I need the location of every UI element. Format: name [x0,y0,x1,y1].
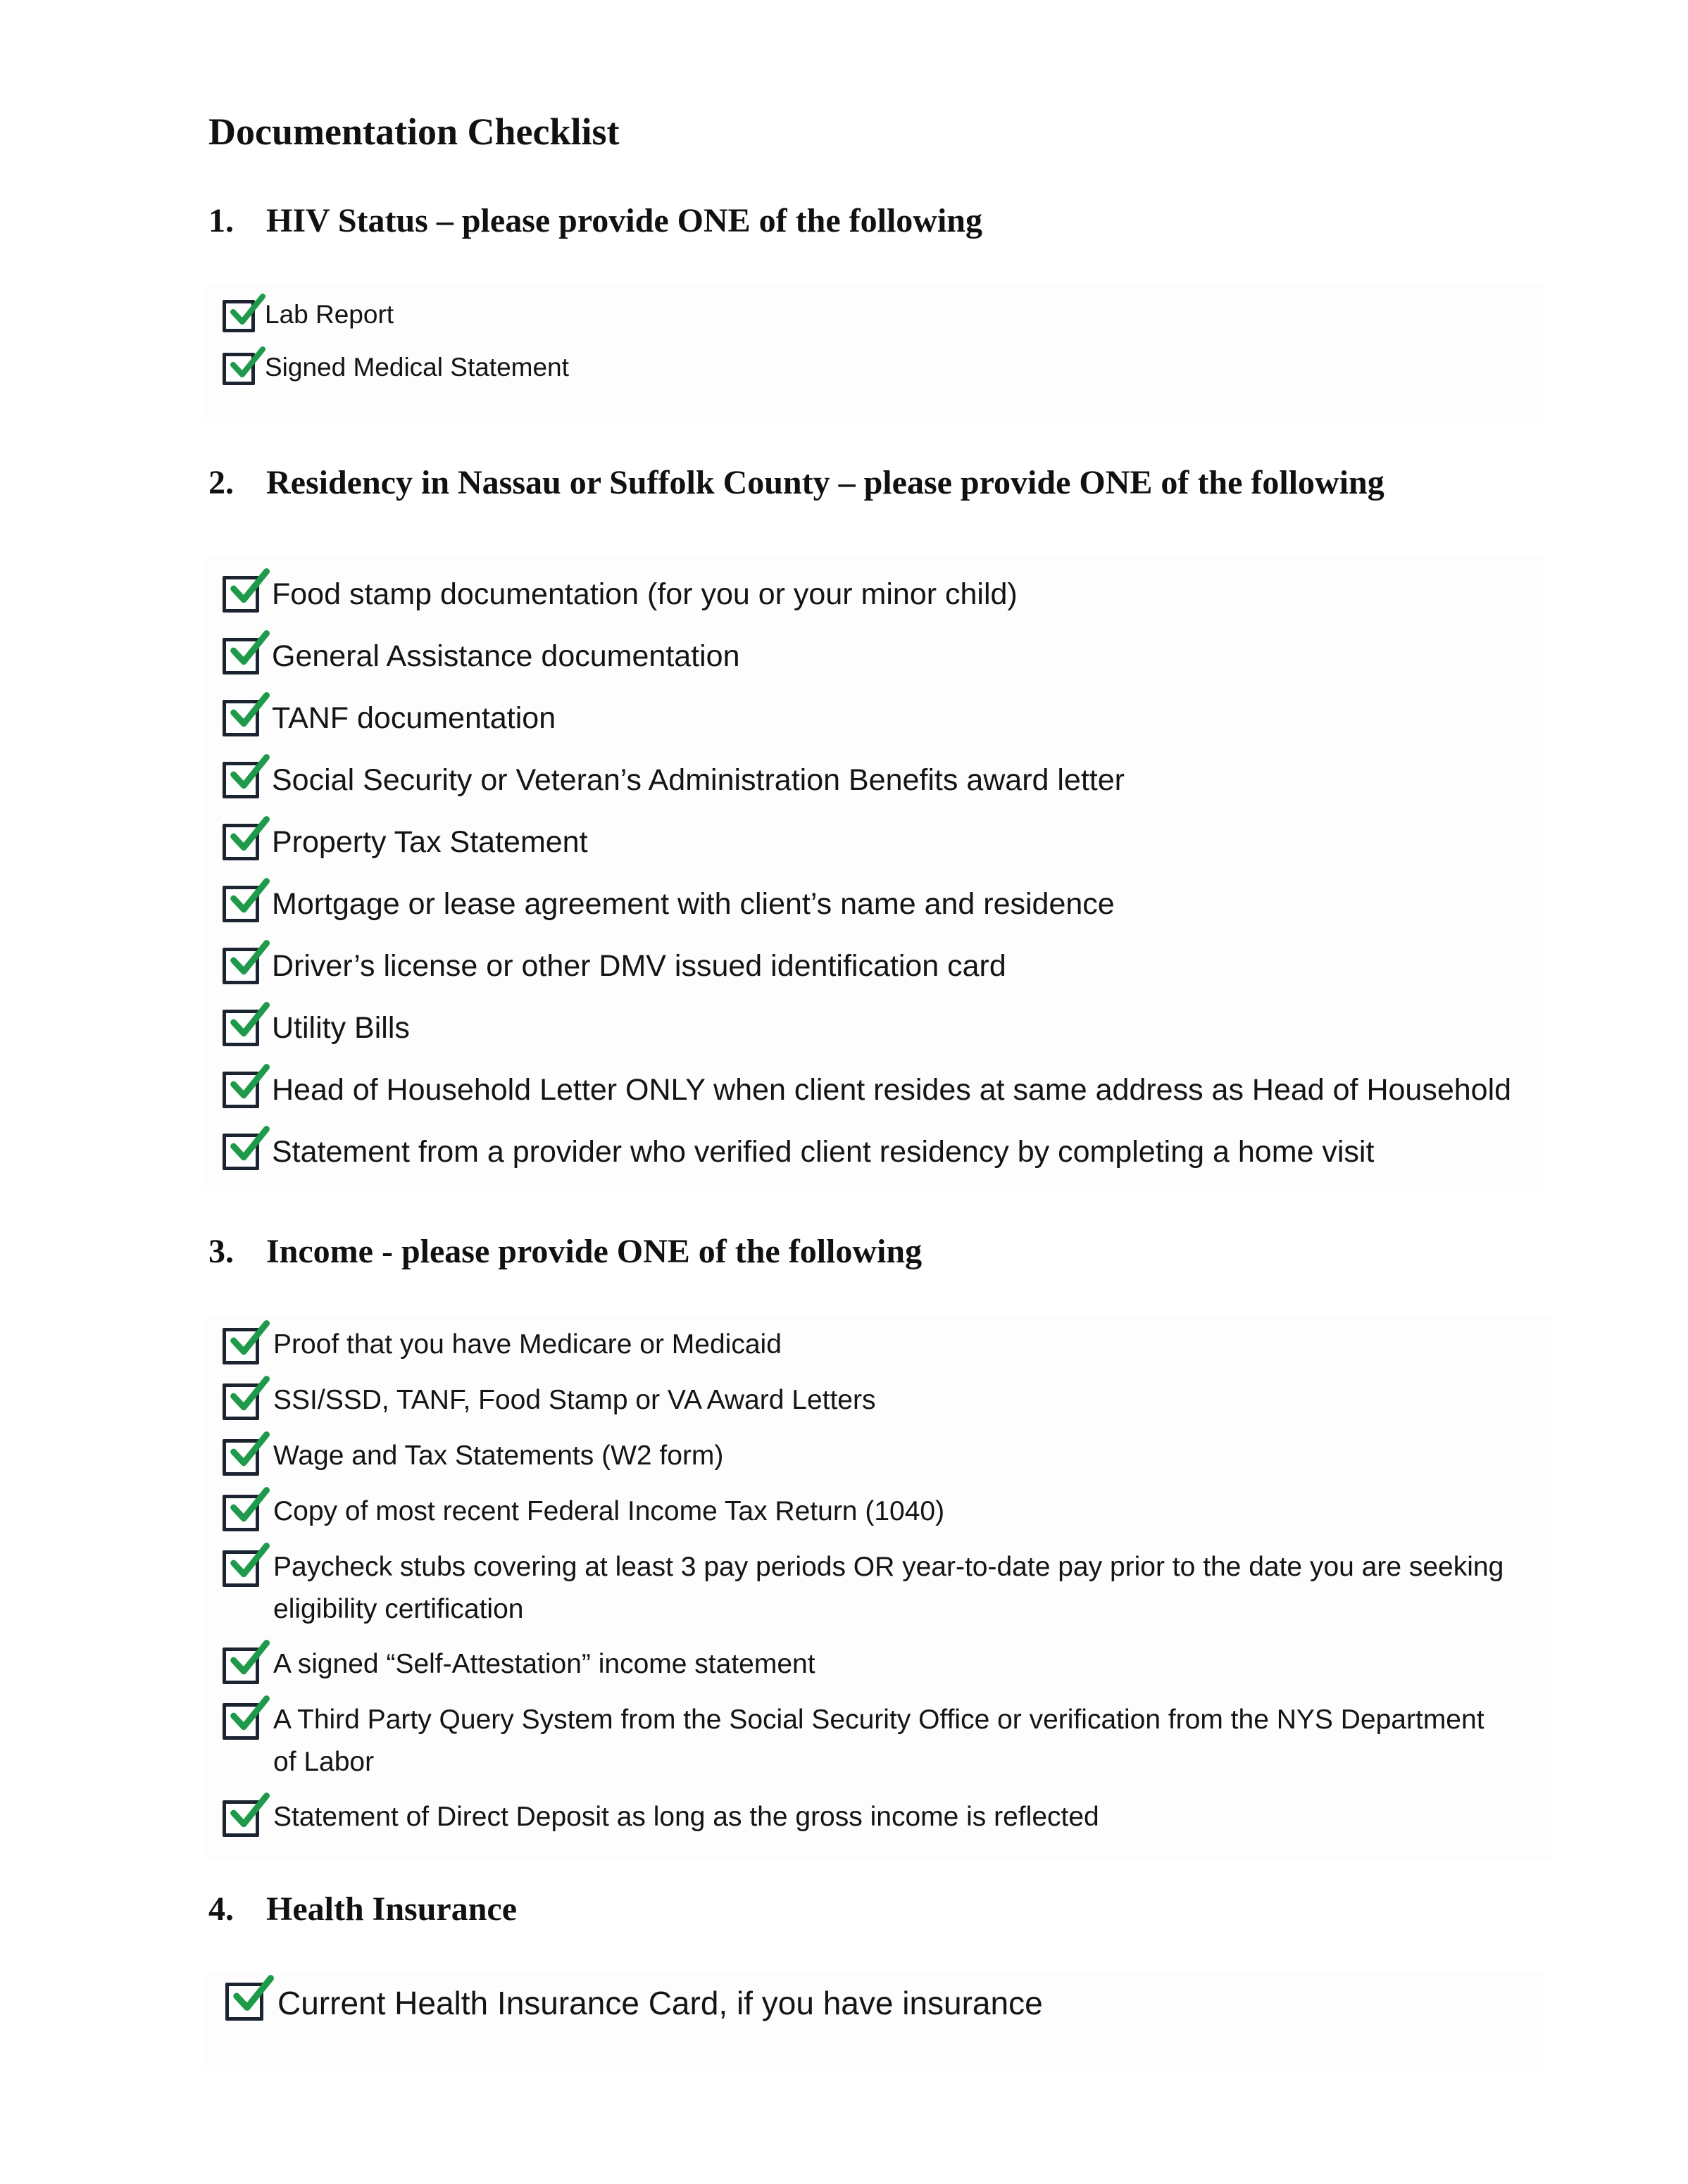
checklist-item [223,1324,782,1363]
section-title: Income - please provide ONE of the following [266,1233,923,1270]
checkbox-checked-icon[interactable] [223,1495,259,1531]
checkbox-checked-icon[interactable] [223,638,259,674]
checklist-item-label: Paycheck stubs covering at least 3 pay periods OR year-to-date pay prior to the date you are seeking eligibility certification [273,1552,1504,1624]
checkbox-checked-icon[interactable] [223,1072,259,1108]
checkbox-checked-icon[interactable] [223,353,255,385]
check-mark-icon [229,940,270,979]
checklist-item [223,701,556,743]
checklist-item-label: Statement from a provider who verified client residency by completing a home visit [272,1135,1375,1169]
check-mark-icon [229,1320,270,1360]
checklist-item-label: Utility Bills [272,1011,410,1045]
checkbox-checked-icon[interactable] [223,824,259,860]
checkbox-checked-icon[interactable] [223,300,255,332]
checklist-item [223,1490,944,1530]
checklist-item [223,1699,1513,1777]
section-number: 4. [208,1890,234,1928]
checkbox-checked-icon[interactable] [223,1648,259,1684]
checklist-item [223,300,394,335]
section-number: 1. [208,202,234,239]
section-heading-health-insurance [208,1890,518,1928]
checklist-item [223,1073,1511,1115]
checkbox-checked-icon[interactable] [225,1983,263,2021]
check-mark-icon [229,1376,270,1415]
checklist-item-label: A Third Party Query System from the Social Security Office or verification from the NYS Department of Labor [273,1705,1484,1777]
checklist-item-label: General Assistance documentation [272,639,740,673]
checklist-item-label: A signed “Self-Attestation” income statement [273,1649,815,1679]
checklist-item-label: TANF documentation [272,701,556,735]
checklist-item [223,1011,410,1053]
checklist-item [223,1435,723,1474]
checklist-item-label: Wage and Tax Statements (W2 form) [273,1441,724,1471]
checklist-item-label: Food stamp documentation (for you or your minor child) [272,577,1018,611]
check-mark-icon [229,1640,270,1679]
checkbox-checked-icon[interactable] [223,1010,259,1046]
check-mark-icon [229,816,270,855]
checklist-item-label: Head of Household Letter ONLY when client resides at same address as Head of Household [272,1073,1512,1107]
check-mark-icon [229,294,265,329]
check-mark-icon [229,754,270,793]
checklist-item-label: Social Security or Veteran’s Administration Benefits award letter [272,763,1125,797]
checklist-hiv-status [206,284,1545,422]
page-title: Documentation Checklist [208,111,620,153]
checklist-item-label: Statement of Direct Deposit as long as the gross income is reflected [273,1802,1099,1832]
check-mark-icon [229,1064,270,1103]
section-number: 2. [208,464,234,501]
checklist-item [223,639,740,682]
section-title: Residency in Nassau or Suffolk County – please provide ONE of the following [266,464,1384,501]
checklist-item [223,763,1125,805]
check-mark-icon [229,878,270,917]
checkbox-checked-icon[interactable] [223,700,259,736]
check-mark-icon [229,630,270,670]
checklist-item [223,1135,1374,1177]
checklist-item [223,825,588,867]
checklist-item [223,353,569,388]
check-mark-icon [229,568,270,608]
check-mark-icon [229,1002,270,1041]
checkbox-checked-icon[interactable] [223,1328,259,1364]
section-title: HIV Status – please provide ONE of the following [266,202,982,239]
checklist-item [225,1984,1043,2026]
check-mark-icon [232,1975,274,2016]
section-heading-income [208,1235,922,1269]
check-mark-icon [229,1793,270,1832]
checkbox-checked-icon[interactable] [223,762,259,798]
checklist-residency [206,556,1545,1190]
checklist-income [206,1315,1552,1859]
checklist-item [223,1546,1513,1624]
check-mark-icon [229,1487,270,1526]
checkbox-checked-icon[interactable] [223,886,259,922]
checkbox-checked-icon[interactable] [223,1383,259,1420]
check-mark-icon [229,1431,270,1471]
check-mark-icon [229,1543,270,1582]
checklist-item-label: Lab Report [265,300,394,329]
checkbox-checked-icon[interactable] [223,1703,259,1740]
checkbox-checked-icon[interactable] [223,576,259,613]
check-mark-icon [229,1695,270,1735]
section-heading-residency [208,466,1384,500]
checklist-item-label: Driver’s license or other DMV issued identification card [272,949,1006,983]
checkbox-checked-icon[interactable] [223,1550,259,1587]
checklist-item [223,1379,876,1419]
checklist-item-label: Signed Medical Statement [265,353,569,382]
checklist-item [223,887,1115,929]
checkbox-checked-icon[interactable] [223,948,259,984]
checklist-item [223,577,1018,620]
checklist-item-label: Proof that you have Medicare or Medicaid [273,1329,782,1360]
checklist-item [223,1796,1099,1835]
checklist-item-label: SSI/SSD, TANF, Food Stamp or VA Award Letters [273,1385,876,1415]
section-title: Health Insurance [266,1890,518,1928]
check-mark-icon [229,692,270,732]
checklist-item-label: Property Tax Statement [272,825,588,859]
checklist-item-label: Copy of most recent Federal Income Tax Return (1040) [273,1496,945,1526]
section-heading-hiv-status [208,204,982,238]
checklist-item [223,1643,815,1683]
checkbox-checked-icon[interactable] [223,1800,259,1837]
checkbox-checked-icon[interactable] [223,1134,259,1170]
checklist-item-label: Current Health Insurance Card, if you have insurance [277,1985,1043,2021]
section-number: 3. [208,1233,234,1270]
checklist-item-label: Mortgage or lease agreement with client’s name and residence [272,887,1115,921]
checkbox-checked-icon[interactable] [223,1439,259,1476]
checklist-health-insurance [206,1971,1545,2070]
check-mark-icon [229,346,265,382]
checklist-item [223,949,1006,991]
check-mark-icon [229,1126,270,1165]
